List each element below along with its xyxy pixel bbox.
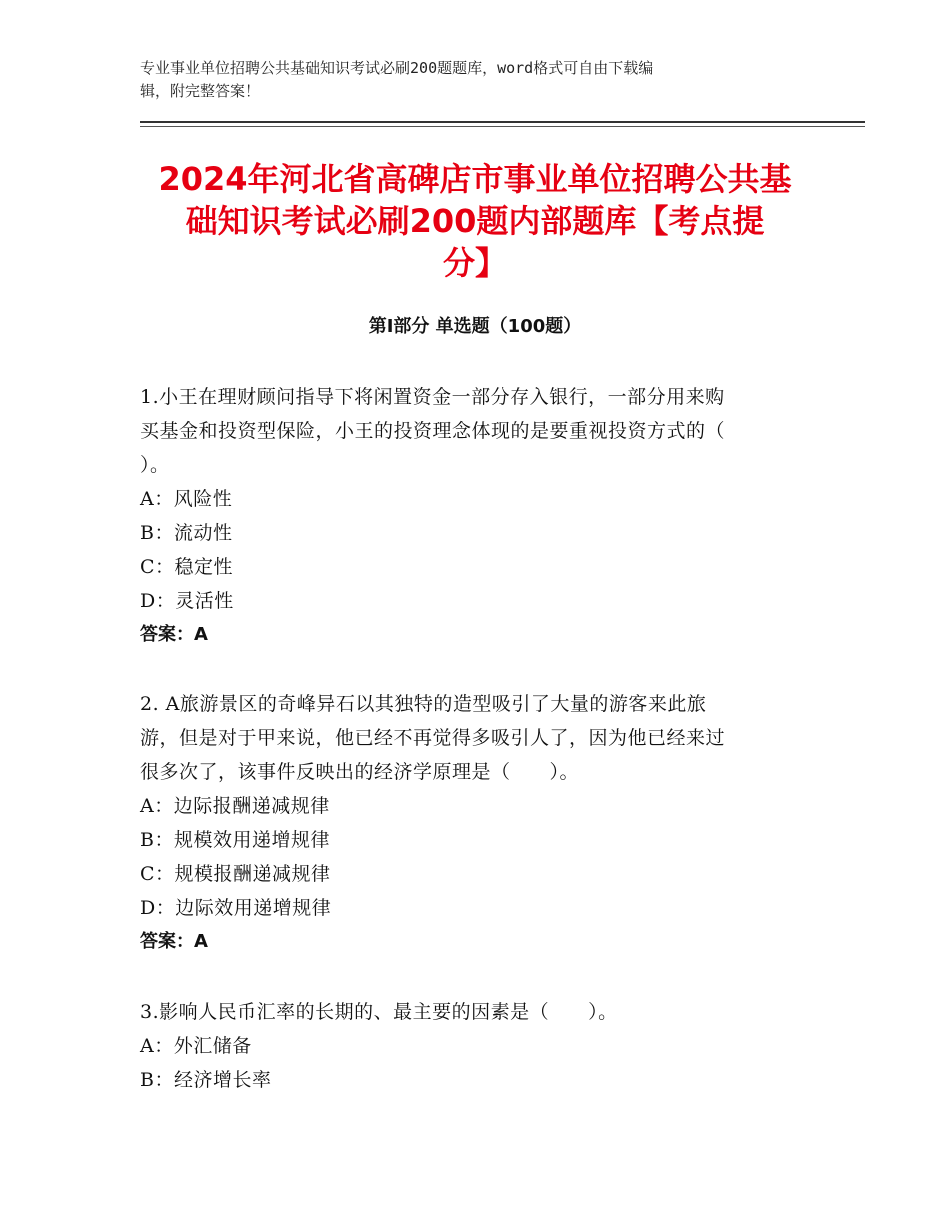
question-stem-line: 很多次了，该事件反映出的经济学原理是（ ）。 xyxy=(140,761,580,783)
option-b: B：经济增长率 xyxy=(140,1069,272,1091)
answer-label: 答案：A xyxy=(140,624,208,645)
document-title-line-3: 分】 xyxy=(442,244,507,282)
option-a: A：外汇储备 xyxy=(140,1035,252,1057)
header-note xyxy=(140,57,780,103)
option-c: C：稳定性 xyxy=(140,556,234,578)
option-d: D：边际效用递增规律 xyxy=(140,897,332,919)
header-divider-thin xyxy=(140,126,865,127)
question-stem-line: 1.小王在理财顾问指导下将闲置资金一部分存入银行，一部分用来购 xyxy=(140,386,725,408)
question-stem-line: 2. A旅游景区的奇峰异石以其独特的造型吸引了大量的游客来此旅 xyxy=(140,693,707,715)
option-b: B：规模效用递增规律 xyxy=(140,829,330,851)
section-title: 第Ⅰ部分 单选题（100题） xyxy=(368,316,582,337)
document-title-line-2: 础知识考试必刷200题内部题库【考点提 xyxy=(185,202,765,240)
option-a: A：风险性 xyxy=(140,488,233,510)
question-3 xyxy=(140,995,820,1097)
question-stem-line: ）。 xyxy=(140,454,170,476)
question-stem-line: 买基金和投资型保险，小王的投资理念体现的是要重视投资方式的（ xyxy=(140,420,726,442)
question-stem xyxy=(140,380,820,482)
option-b: B：流动性 xyxy=(140,522,233,544)
document-title xyxy=(130,158,820,284)
header-note-line-2: 辑，附完整答案！ xyxy=(140,82,261,100)
document-title-line-1: 2024年河北省高碑店市事业单位招聘公共基 xyxy=(158,160,792,198)
question-2 xyxy=(140,687,820,959)
question-stem xyxy=(140,687,820,789)
question-1 xyxy=(140,380,820,652)
header-divider-thick xyxy=(140,121,865,123)
question-stem-line: 3.影响人民币汇率的长期的、最主要的因素是（ ）。 xyxy=(140,1001,618,1023)
header-note-line-1: 专业事业单位招聘公共基础知识考试必刷200题题库，word格式可自由下载编 xyxy=(140,59,654,77)
answer-label: 答案：A xyxy=(140,931,208,952)
option-d: D：灵活性 xyxy=(140,590,234,612)
question-stem xyxy=(140,995,820,1029)
option-a: A：边际报酬递减规律 xyxy=(140,795,330,817)
option-c: C：规模报酬递减规律 xyxy=(140,863,331,885)
question-stem-line: 游，但是对于甲来说，他已经不再觉得多吸引人了，因为他已经来过 xyxy=(140,727,726,749)
